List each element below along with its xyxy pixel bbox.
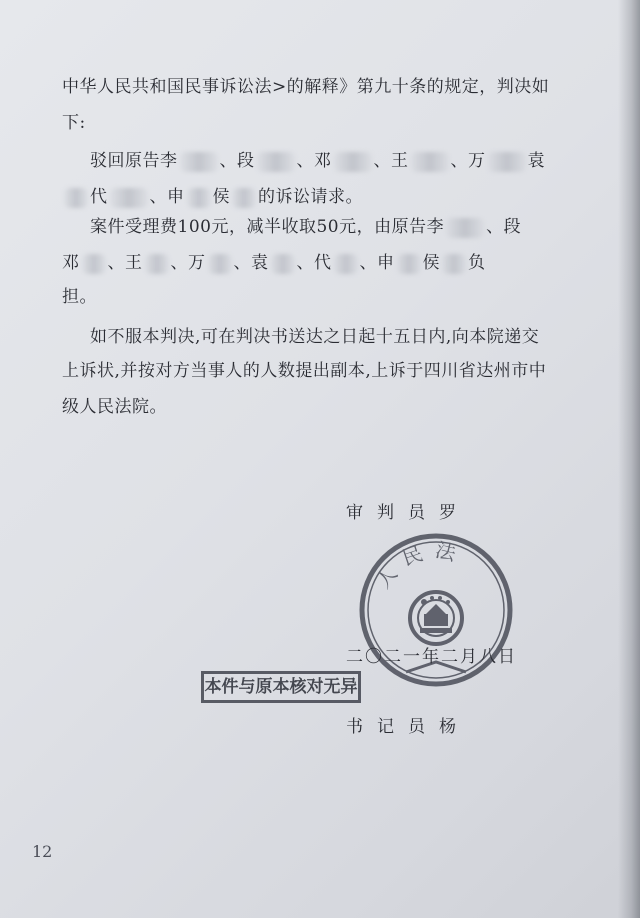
ruling-item-2-line-2: 邓 、王 、万 、袁 、代 、申 侯 负 bbox=[62, 253, 486, 273]
redaction bbox=[110, 188, 148, 208]
verification-stamp: 本件与原本核对无异 bbox=[201, 671, 361, 703]
redaction bbox=[82, 254, 106, 274]
redaction bbox=[180, 152, 218, 172]
judgment-date: 二〇二一年二月八日 bbox=[346, 647, 517, 667]
redaction bbox=[397, 254, 421, 274]
ruling-item-1-line-2: 代 、申 侯 的诉讼请求。 bbox=[62, 182, 363, 208]
redaction bbox=[334, 254, 358, 274]
ruling-item-1-line-1: 驳回原告李 、段 、邓 、王 、万 袁 bbox=[90, 151, 545, 171]
clerk-signature: 书记员杨 bbox=[346, 717, 470, 737]
redaction bbox=[446, 218, 484, 238]
redaction bbox=[232, 188, 256, 208]
ruling-item-2-line-3: 担。 bbox=[62, 287, 97, 307]
page-edge-shadow bbox=[618, 0, 640, 918]
redaction bbox=[145, 254, 169, 274]
appeal-line-2: 上诉状,并按对方当事人的人数提出副本,上诉于四川省达州市中 bbox=[62, 361, 547, 381]
judge-signature: 审判员罗 bbox=[346, 503, 470, 523]
appeal-line-1: 如不服本判决,可在判决书送达之日起十五日内,向本院递交 bbox=[90, 327, 540, 347]
ruling-item-2-line-1: 案件受理费100元，减半收取50元，由原告李 、段 bbox=[90, 217, 522, 237]
appeal-line-3: 级人民法院。 bbox=[62, 397, 167, 417]
redaction bbox=[208, 254, 232, 274]
seal-text: 人民法 bbox=[370, 537, 469, 593]
page-number: 12 bbox=[32, 842, 53, 861]
redaction bbox=[334, 152, 372, 172]
redaction bbox=[64, 188, 88, 208]
redaction bbox=[271, 254, 295, 274]
decision-line-2: 下: bbox=[62, 113, 86, 133]
redaction bbox=[411, 152, 449, 172]
decision-line-1: 中华人民共和国民事诉讼法>的解释》第九十条的规定，判决如 bbox=[62, 77, 550, 97]
redaction bbox=[488, 152, 526, 172]
redaction bbox=[257, 152, 295, 172]
redaction bbox=[187, 188, 211, 208]
redaction bbox=[442, 254, 466, 274]
